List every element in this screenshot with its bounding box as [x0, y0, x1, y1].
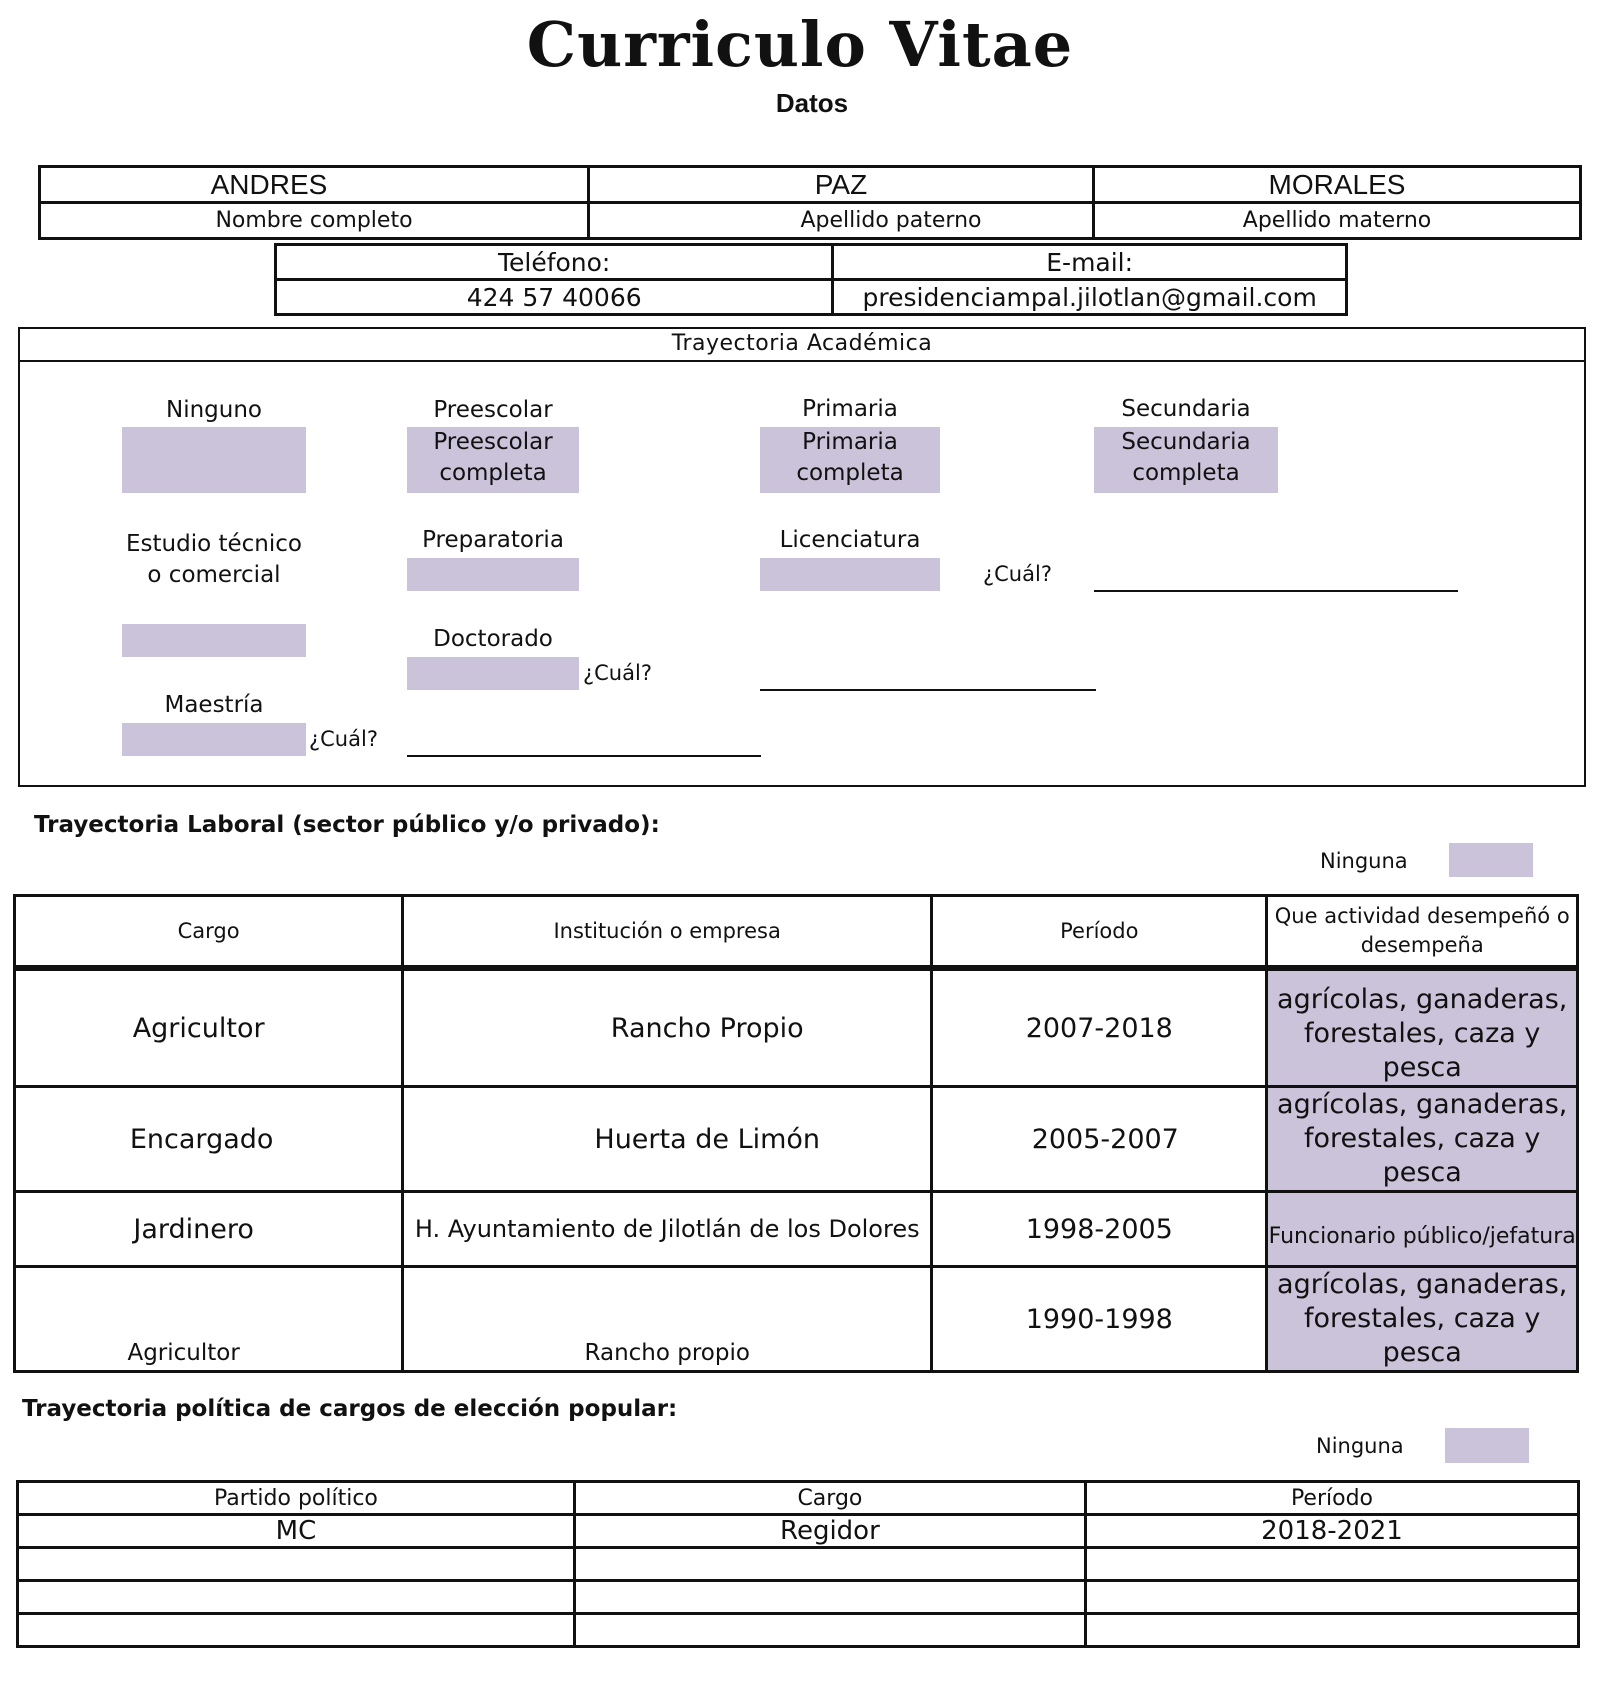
empty-cell[interactable] [574, 1548, 1085, 1581]
work-ninguna-field[interactable] [1449, 843, 1533, 877]
email-value: presidenciampal.jilotlan@gmail.com [833, 280, 1347, 315]
work-cargo: Encargado [15, 1087, 403, 1192]
licenciatura-cual-label: ¿Cuál? [983, 562, 1052, 586]
table-row [15, 970, 1578, 1087]
maestria-label: Maestría [164, 692, 264, 718]
primaria-field[interactable]: Primaria completa [760, 427, 940, 493]
licenciatura-cual-line[interactable] [1094, 590, 1458, 592]
doctorado-cual-label: ¿Cuál? [583, 661, 652, 685]
paternal-surname-label: Apellido paterno [588, 203, 1093, 239]
empty-cell[interactable] [18, 1614, 575, 1647]
empty-cell[interactable] [574, 1614, 1085, 1647]
page-subtitle: Datos [775, 88, 849, 118]
work-cargo: Jardinero [15, 1192, 403, 1267]
preparatoria-field[interactable] [407, 558, 579, 591]
doctorado-field[interactable] [407, 657, 579, 690]
primaria-label: Primaria [802, 396, 898, 422]
empty-cell[interactable] [18, 1548, 575, 1581]
preescolar-field[interactable]: Preescolar completa [407, 427, 579, 493]
secundaria-label: Secundaria [1121, 396, 1251, 422]
secundaria-field[interactable]: Secundaria completa [1094, 427, 1278, 493]
preescolar-label: Preescolar [433, 397, 553, 423]
maestria-cual-label: ¿Cuál? [309, 727, 378, 751]
doctorado-cual-line[interactable] [760, 689, 1096, 691]
doctorado-label: Doctorado [433, 626, 553, 652]
work-col-actividad: Que actividad desempeñó o desempeña [1267, 896, 1578, 967]
political-partido: MC [18, 1515, 575, 1548]
page-title: Curriculo Vitae [526, 8, 1074, 81]
ninguno-label: Ninguno [166, 397, 262, 423]
maternal-surname-label: Apellido materno [1094, 203, 1581, 239]
work-institucion: Rancho Propio [403, 970, 932, 1087]
table-row [15, 1192, 1578, 1267]
work-institucion: Huerta de Limón [403, 1087, 932, 1192]
work-actividad: Funcionario público/jefatura [1267, 1192, 1578, 1267]
empty-cell[interactable] [1085, 1581, 1578, 1614]
first-name-value: ANDRES [40, 167, 589, 203]
work-institucion: Rancho propio [403, 1267, 932, 1372]
political-cargo: Regidor [574, 1515, 1085, 1548]
work-periodo: 2005-2007 [932, 1087, 1267, 1192]
licenciatura-field[interactable] [760, 558, 940, 591]
name-table [38, 165, 1582, 240]
table-row [18, 1548, 1579, 1581]
work-col-institucion: Institución o empresa [403, 896, 932, 967]
phone-value: 424 57 40066 [276, 280, 833, 315]
work-col-periodo: Período [932, 896, 1267, 967]
work-table [13, 968, 1579, 1373]
table-row [18, 1614, 1579, 1647]
work-cargo: Agricultor [15, 1267, 403, 1372]
paternal-surname-value: PAZ [588, 167, 1093, 203]
political-table [16, 1480, 1580, 1648]
table-row [18, 1482, 1579, 1515]
table-row [18, 1515, 1579, 1548]
work-actividad: agrícolas, ganaderas, forestales, caza y pesca [1267, 1267, 1578, 1372]
political-periodo: 2018-2021 [1085, 1515, 1578, 1548]
work-section-title: Trayectoria Laboral (sector público y/o privado): [34, 812, 660, 838]
work-periodo: 1998-2005 [932, 1192, 1267, 1267]
work-periodo: 1990-1998 [932, 1267, 1267, 1372]
work-institucion: H. Ayuntamiento de Jilotlán de los Dolores [403, 1192, 932, 1267]
work-periodo: 2007-2018 [932, 970, 1267, 1087]
political-ninguna-field[interactable] [1445, 1428, 1529, 1463]
tecnico-label: Estudio técnico o comercial [126, 531, 302, 588]
empty-cell[interactable] [18, 1581, 575, 1614]
table-row [15, 1267, 1578, 1372]
empty-cell[interactable] [574, 1581, 1085, 1614]
tecnico-field[interactable] [122, 624, 306, 657]
first-name-label: Nombre completo [40, 203, 589, 239]
licenciatura-label: Licenciatura [779, 527, 921, 553]
contact-table [274, 243, 1348, 316]
maestria-cual-line[interactable] [407, 755, 761, 757]
empty-cell[interactable] [1085, 1548, 1578, 1581]
maternal-surname-value: MORALES [1094, 167, 1581, 203]
maestria-field[interactable] [122, 723, 306, 756]
political-section-title: Trayectoria política de cargos de elección popular: [22, 1396, 678, 1422]
table-row [18, 1581, 1579, 1614]
empty-cell[interactable] [1085, 1614, 1578, 1647]
work-ninguna-label: Ninguna [1320, 849, 1408, 873]
political-col-cargo: Cargo [574, 1482, 1085, 1515]
political-col-periodo: Período [1085, 1482, 1578, 1515]
political-col-partido: Partido político [18, 1482, 575, 1515]
work-actividad: agrícolas, ganaderas, forestales, caza y pesca [1267, 1087, 1578, 1192]
academic-title: Trayectoria Académica [18, 327, 1586, 362]
work-cargo: Agricultor [15, 970, 403, 1087]
work-actividad: agrícolas, ganaderas, forestales, caza y pesca [1267, 970, 1578, 1087]
phone-label: Teléfono: [276, 245, 833, 280]
ninguno-field[interactable] [122, 427, 306, 493]
table-row [15, 1087, 1578, 1192]
email-label: E-mail: [833, 245, 1347, 280]
political-ninguna-label: Ninguna [1316, 1434, 1404, 1458]
work-table-header [13, 894, 1579, 968]
work-col-cargo: Cargo [15, 896, 403, 967]
preparatoria-label: Preparatoria [422, 527, 564, 553]
